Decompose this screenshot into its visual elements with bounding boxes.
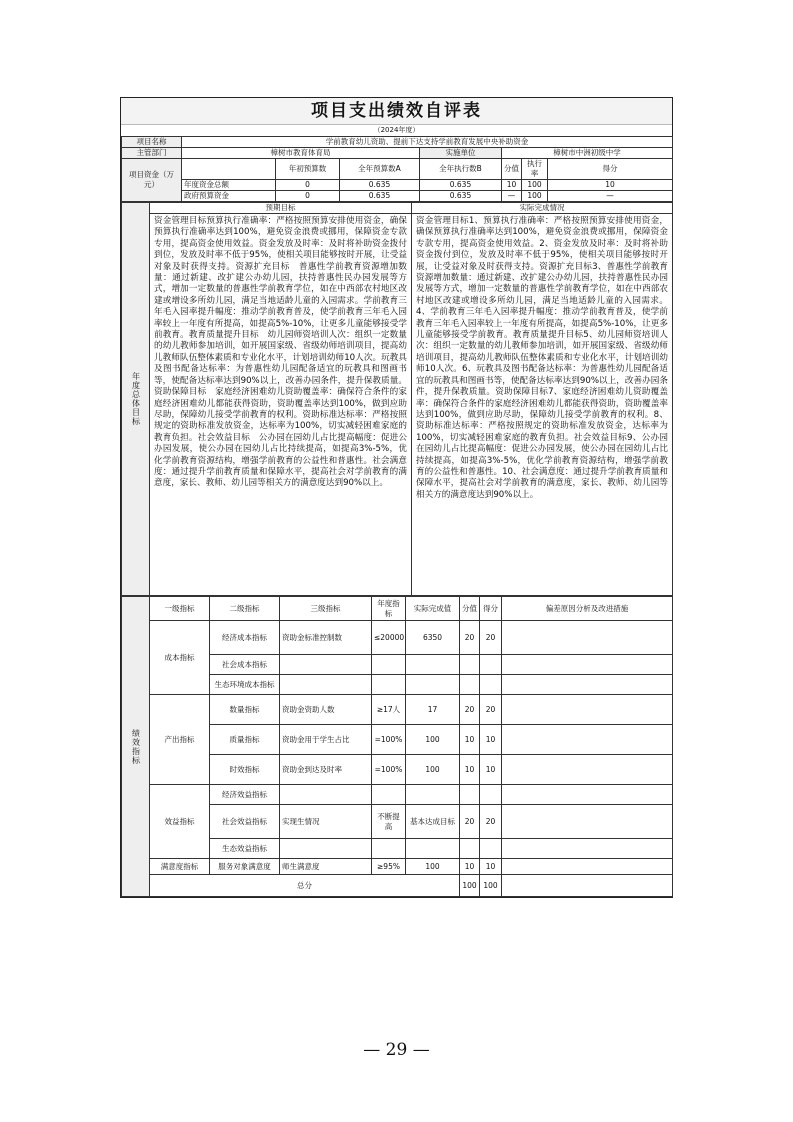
ind-header: 年度指标 — [372, 597, 406, 621]
cost-level2: 生态环境成本指标 — [210, 675, 280, 695]
output-score: 10 — [460, 725, 480, 755]
cost-level3 — [280, 675, 372, 695]
output-remark — [502, 755, 673, 785]
output-actual: 100 — [406, 725, 460, 755]
cost-level2: 经济成本指标 — [210, 621, 280, 655]
ind-header: 得分 — [480, 597, 502, 621]
page-title: 项目支出绩效自评表 — [121, 97, 672, 124]
output-got: 10 — [480, 725, 502, 755]
benefit-indicator-label: 效益指标 — [150, 785, 210, 859]
impl-unit-value: 樟树市中洲初级中学 — [502, 148, 673, 159]
output-actual: 17 — [406, 695, 460, 725]
benefit-target: 不断提高 — [372, 805, 406, 839]
funds-header-rate: 执行率 — [522, 159, 548, 180]
funds-row-name: 政府预算资金 — [182, 191, 276, 202]
cost-level3: 资助金标准控制数 — [280, 621, 372, 655]
output-target: ≥17人 — [372, 695, 406, 725]
satisfaction-indicator-label: 满意度指标 — [150, 859, 210, 875]
ind-header: 二级指标 — [210, 597, 280, 621]
satisfaction-level3: 师生满意度 — [280, 859, 372, 875]
funds-header-blank — [182, 159, 276, 180]
satisfaction-target: ≥95% — [372, 859, 406, 875]
output-got: 20 — [480, 695, 502, 725]
benefit-actual — [406, 839, 460, 859]
benefit-got: 20 — [480, 805, 502, 839]
actual-goal-header: 实际完成情况 — [412, 203, 673, 214]
cost-got: 20 — [480, 621, 502, 655]
funds-header-budget: 全年预算数A — [340, 159, 420, 180]
benefit-remark — [502, 839, 673, 859]
page-number: — 29 — — [363, 1040, 430, 1060]
cost-remark — [502, 655, 673, 675]
dept-value: 樟树市教育体育局 — [182, 148, 420, 159]
benefit-got — [480, 785, 502, 805]
funds-header-got: 得分 — [548, 159, 673, 180]
funds-row-initial: 0 — [276, 180, 340, 191]
satisfaction-score: 10 — [460, 859, 480, 875]
cost-actual: 6350 — [406, 621, 460, 655]
funds-row-exec: 0.635 — [420, 191, 502, 202]
funds-label: 项目资金（万元） — [122, 159, 182, 202]
output-level3: 资助金资助人数 — [280, 695, 372, 725]
expected-goal-header: 预期目标 — [150, 203, 412, 214]
cost-score: 20 — [460, 621, 480, 655]
output-target: =100% — [372, 725, 406, 755]
ind-header: 偏差原因分析及改进措施 — [502, 597, 673, 621]
expected-goal-text: 资金管理目标预算执行准确率：严格按照预算安排使用资金，确保预算执行准确率达到100%，避免资金浪费或挪用，保障资金专款专用，提高资金使用效益。资金发放及时率：及时将补助资金拨付到位，发放及时率不低于95%，使相关项目能够按时开展，让受益对象及时获得支持。资源扩充目标 普惠性学前教育资源增加数量：通过新建、改扩建公办幼儿园，扶持普惠性民办园发展等方式，增加一定数量的普惠性学前教育学位，如在中西部农村地区改建或增设多所幼儿园，满足当地适龄儿童的入园需求。学前教育三年毛入园率提升幅度：推动学前教育普及，使学前教育三年毛入园率较上一年度有所提高，如提高5%-10%，让更多儿童能够接受学前教育。教育质量提升目标 幼儿园师资培训人次：组织一定数量的幼儿教师参加培训，如开展国家级、省级幼师培训项目，提高幼儿教师队伍整体素质和专业化水平，计划培训幼师10人次。玩教具及图书配备达标率：为普惠性幼儿园配备适宜的玩教具和图画书等，使配备达标率达到90%以上，改善办园条件，提升保教质量。资助保障目标 家庭经济困难幼儿资助覆盖率：确保符合条件的家庭经济困难幼儿都能获得资助，资助覆盖率达到100%，做到应助尽助，保障幼儿接受学前教育的权利。资助标准达标率：严格按照规定的资助标准发放资金，达标率为100%，切实减轻困难家庭的教育负担。社会效益目标 公办园在园幼儿占比提高幅度：促进公办园发展，使公办园在园幼儿占比持续提高，如提高3%-5%，优化学前教育资源结构，增强学前教育的公益性和普惠性。社会满意度：通过提升学前教育质量和保障水平，提高社会对学前教育的满意度，家长、教师、幼儿园等相关方的满意度达到90%以上。 — [150, 214, 412, 596]
output-level2: 时效指标 — [210, 755, 280, 785]
output-level3: 资助金到达及时率 — [280, 755, 372, 785]
indicators-label — [122, 597, 150, 897]
benefit-score: 20 — [460, 805, 480, 839]
impl-unit-label: 实施单位 — [420, 148, 502, 159]
total-got: 100 — [480, 875, 502, 897]
cost-score — [460, 675, 480, 695]
benefit-level2: 生态效益指标 — [210, 839, 280, 859]
output-remark — [502, 695, 673, 725]
funds-table — [121, 136, 673, 202]
benefit-score — [460, 785, 480, 805]
funds-row-rate: 100 — [522, 180, 548, 191]
actual-goal-text: 资金管理目标1、预算执行准确率：严格按照预算安排使用资金，确保预算执行准确率达到100%，避免资金浪费或挪用，保障资金专款专用，提高资金使用效益。2、资金发放及时率：及时将补助资金拨付到位，发放及时率不低于95%，使相关项目能够按时开展，让受益对象及时获得支持。资源扩充目标3、普惠性学前教育资源增加数量：通过新建、改扩建公办幼儿园，扶持普惠性民办园发展等方式，增加一定数量的普惠性学前教育学位，如在中西部农村地区改建或增设多所幼儿园，满足当地适龄儿童的入园需求。4、学前教育三年毛入园率提升幅度：推动学前教育普及，使学前教育三年毛入园率较上一年度有所提高，如提高5%-10%，让更多儿童能够接受学前教育。教育质量提升目标5、幼儿园师资培训人次：组织一定数量的幼儿教师参加培训，如开展国家级、省级幼师培训项目，提高幼儿教师队伍整体素质和专业化水平，计划培训幼师10人次。6、玩教具及图书配备达标率：为普惠性幼儿园配备适宜的玩教具和图画书等，使配备达标率达到90%以上，改善办园条件，提升保教质量。资助保障目标7、家庭经济困难幼儿资助覆盖率：确保符合条件的家庭经济困难幼儿都能获得资助，资助覆盖率达到100%，做到应助尽助，保障幼儿接受学前教育的权利。8、资助标准达标率：严格按照规定的资助标准发放资金，达标率为100%，切实减轻困难家庭的教育负担。社会效益目标9、公办园在园幼儿占比提高幅度：促进公办园发展，使公办园在园幼儿占比持续提高，如提高3%-5%，优化学前教育资源结构，增强学前教育的公益性和普惠性。10、社会满意度：通过提升学前教育质量和保障水平，提高社会对学前教育的满意度，家长、教师、幼儿园等相关方的满意度达到90%以上。 — [412, 214, 673, 596]
cost-target — [372, 675, 406, 695]
funds-header-exec: 全年执行数B — [420, 159, 502, 180]
funds-row-name: 年度资金总额 — [182, 180, 276, 191]
goals-label — [122, 203, 150, 596]
funds-row-got: 10 — [548, 180, 673, 191]
benefit-level2: 经济效益指标 — [210, 785, 280, 805]
goals-label-text: 年度总体目标 — [131, 372, 141, 426]
benefit-level3 — [280, 785, 372, 805]
benefit-target — [372, 785, 406, 805]
ind-header: 分值 — [460, 597, 480, 621]
ind-header: 三级指标 — [280, 597, 372, 621]
satisfaction-remark — [502, 859, 673, 875]
cost-level2: 社会成本指标 — [210, 655, 280, 675]
benefit-got — [480, 839, 502, 859]
goals-table — [121, 202, 673, 596]
ind-header: 实际完成值 — [406, 597, 460, 621]
ind-header: 一级指标 — [150, 597, 210, 621]
benefit-target — [372, 839, 406, 859]
benefit-actual — [406, 785, 460, 805]
satisfaction-got: 10 — [480, 859, 502, 875]
indicators-label-text: 绩效指标 — [131, 728, 141, 765]
output-indicator-label: 产出指标 — [150, 695, 210, 785]
output-score: 20 — [460, 695, 480, 725]
cost-indicator-label: 成本指标 — [150, 621, 210, 695]
total-score: 100 — [460, 875, 480, 897]
output-target: =100% — [372, 755, 406, 785]
benefit-level2: 社会效益指标 — [210, 805, 280, 839]
benefit-remark — [502, 805, 673, 839]
total-remark — [502, 875, 673, 897]
output-level3: 资助金用于学生占比 — [280, 725, 372, 755]
cost-actual — [406, 655, 460, 675]
output-level2: 质量指标 — [210, 725, 280, 755]
output-level2: 数量指标 — [210, 695, 280, 725]
benefit-actual: 基本达成目标 — [406, 805, 460, 839]
funds-row-score: — — [502, 191, 522, 202]
indicators-table — [121, 596, 673, 897]
funds-row-got: — — [548, 191, 673, 202]
cost-got — [480, 675, 502, 695]
funds-row-rate: 100 — [522, 191, 548, 202]
cost-target — [372, 655, 406, 675]
cost-remark — [502, 675, 673, 695]
satisfaction-level2: 服务对象满意度 — [210, 859, 280, 875]
benefit-level3: 实现生情况 — [280, 805, 372, 839]
project-name-label: 项目名称 — [122, 137, 182, 148]
project-name-value: 学前教育幼儿资助、提前下达支持学前教育发展中央补助资金 — [182, 137, 673, 148]
output-score: 10 — [460, 755, 480, 785]
evaluation-sheet — [120, 97, 673, 898]
dept-label: 主管部门 — [122, 148, 182, 159]
funds-row-initial: 0 — [276, 191, 340, 202]
cost-level3 — [280, 655, 372, 675]
funds-row-exec: 0.635 — [420, 180, 502, 191]
benefit-remark — [502, 785, 673, 805]
output-remark — [502, 725, 673, 755]
output-got: 10 — [480, 755, 502, 785]
cost-target: ≤20000 — [372, 621, 406, 655]
benefit-level3 — [280, 839, 372, 859]
year-label: （2024年度） — [121, 124, 672, 136]
cost-score — [460, 655, 480, 675]
output-actual: 100 — [406, 755, 460, 785]
funds-row-score: 10 — [502, 180, 522, 191]
funds-row-budget: 0.635 — [340, 191, 420, 202]
cost-remark — [502, 621, 673, 655]
funds-header-score: 分值 — [502, 159, 522, 180]
satisfaction-actual: 100 — [406, 859, 460, 875]
total-label: 总分 — [150, 875, 460, 897]
funds-row-budget: 0.635 — [340, 180, 420, 191]
funds-header-initial: 年初预算数 — [276, 159, 340, 180]
benefit-score — [460, 839, 480, 859]
cost-actual — [406, 675, 460, 695]
cost-got — [480, 655, 502, 675]
